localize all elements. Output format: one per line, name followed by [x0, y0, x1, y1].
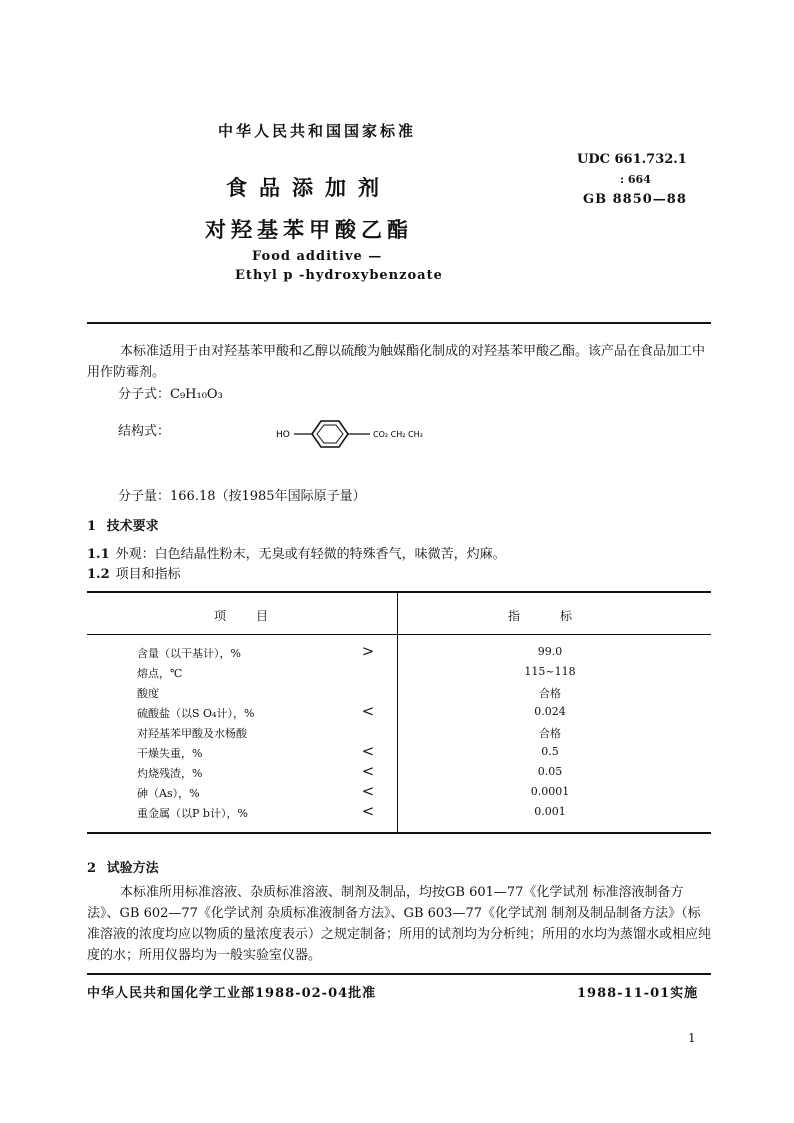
struct-left-group: HO	[276, 430, 290, 440]
structure-label: 结构式：	[118, 424, 171, 439]
section-1-heading	[87, 515, 159, 534]
table-row-value: 115~118	[524, 665, 576, 678]
molecular-weight: 分子量：166.18（按1985年国际原子量）	[118, 489, 366, 504]
section-2-paragraph: 本标准所用标准溶液、杂质标准溶液、制剂及制品，均按GB 601—77《化学试剂 标准溶液制备方法》、GB 602—77《化学试剂 杂质标准液制备方法》、GB 603—77《化学试剂 制剂及制品制备方法》（标准溶液的浓度均应以物质的量浓度表示）之规定制备；所用的试剂均为分析纯；所用的水均为蒸馏水或相应纯度的水；所用仪器均为一般实验室仪器。	[87, 885, 712, 963]
table-row-name: 硫酸盐（以S O₄计），%	[137, 707, 255, 720]
section-2-title: 试验方法	[106, 861, 159, 876]
table-row-operator: <	[361, 702, 375, 720]
table-row-name: 酸度	[137, 687, 159, 700]
title-en-line-2: Ethyl p -hydroxybenzoate	[235, 268, 443, 283]
footer-divider	[87, 973, 711, 975]
table-row-name: 对羟基苯甲酸及水杨酸	[137, 727, 247, 740]
struct-right-group: CO₂ CH₂ CH₃	[373, 430, 423, 439]
table-row-value: 0.001	[534, 805, 566, 818]
table-row-name: 含量（以干基计），%	[137, 647, 241, 660]
table-row-value: 0.0001	[530, 785, 570, 798]
formula-label: 分子式：	[118, 387, 171, 402]
table-header-spec: 指标	[508, 609, 613, 623]
table-row-name: 干燥失重，%	[137, 747, 203, 760]
title-cn-line-2: 对羟基苯甲酸乙酯	[205, 217, 413, 242]
clause-1-1	[87, 543, 506, 562]
title-en-line-1: Food additive —	[252, 249, 383, 264]
table-top-rule	[87, 591, 711, 593]
table-header-item: 项目	[214, 609, 299, 623]
section-2-heading	[87, 857, 159, 876]
page-number: 1	[688, 1031, 696, 1045]
udc-code: UDC 661.732.1	[577, 152, 687, 167]
structural-formula-diagram	[270, 415, 470, 455]
table-row-value: 合格	[539, 727, 561, 740]
clause-1-1-text: 外观：白色结晶性粉末，无臭或有轻微的特殊香气，味微苦，灼麻。	[115, 547, 506, 562]
title-cn-line-1: 食品添加剂	[226, 175, 391, 200]
clause-1-1-number: 1.1	[87, 547, 110, 562]
table-row-value: 0.5	[541, 745, 559, 758]
gb-standard-code: GB 8850—88	[583, 192, 687, 207]
table-row-value: 合格	[539, 687, 561, 700]
udc-subcode: : 664	[620, 173, 651, 186]
clause-1-2	[87, 563, 181, 582]
issuing-authority: 中华人民共和国国家标准	[218, 122, 417, 140]
section-2-number: 2	[87, 861, 97, 876]
table-row-operator: <	[361, 762, 375, 780]
clause-1-2-text: 项目和指标	[115, 567, 181, 582]
table-row-value: 0.05	[537, 765, 563, 778]
molecular-formula	[118, 383, 223, 402]
table-row-operator: >	[361, 642, 375, 660]
section-1-number: 1	[87, 519, 97, 534]
table-row-value: 0.024	[534, 705, 566, 718]
table-bottom-rule	[87, 832, 711, 834]
intro-paragraph: 本标准适用于由对羟基苯甲酸和乙醇以硫酸为触媒酯化制成的对羟基苯甲酸乙酯。该产品在食品加工中用作防霉剂。	[87, 344, 706, 380]
effective-date: 1988-11-01实施	[577, 986, 699, 1001]
header-divider	[87, 322, 711, 324]
table-row-name: 重金属（以P b计），%	[137, 807, 248, 820]
table-row-name: 熔点，℃	[137, 667, 183, 680]
table-header-rule	[87, 634, 711, 635]
table-row-operator: <	[361, 782, 375, 800]
table-row-operator: <	[361, 742, 375, 760]
section-1-title: 技术要求	[106, 519, 159, 534]
formula-value: C₉H₁₀O₃	[170, 387, 223, 402]
table-row-name: 砷（As），%	[137, 787, 200, 800]
table-row-name: 灼烧残渣，%	[137, 767, 203, 780]
clause-1-2-number: 1.2	[87, 567, 110, 582]
table-column-divider	[397, 593, 398, 833]
table-row-operator: <	[361, 802, 375, 820]
table-row-value: 99.0	[537, 645, 563, 658]
approval-statement: 中华人民共和国化学工业部1988-02-04批准	[87, 986, 377, 1001]
